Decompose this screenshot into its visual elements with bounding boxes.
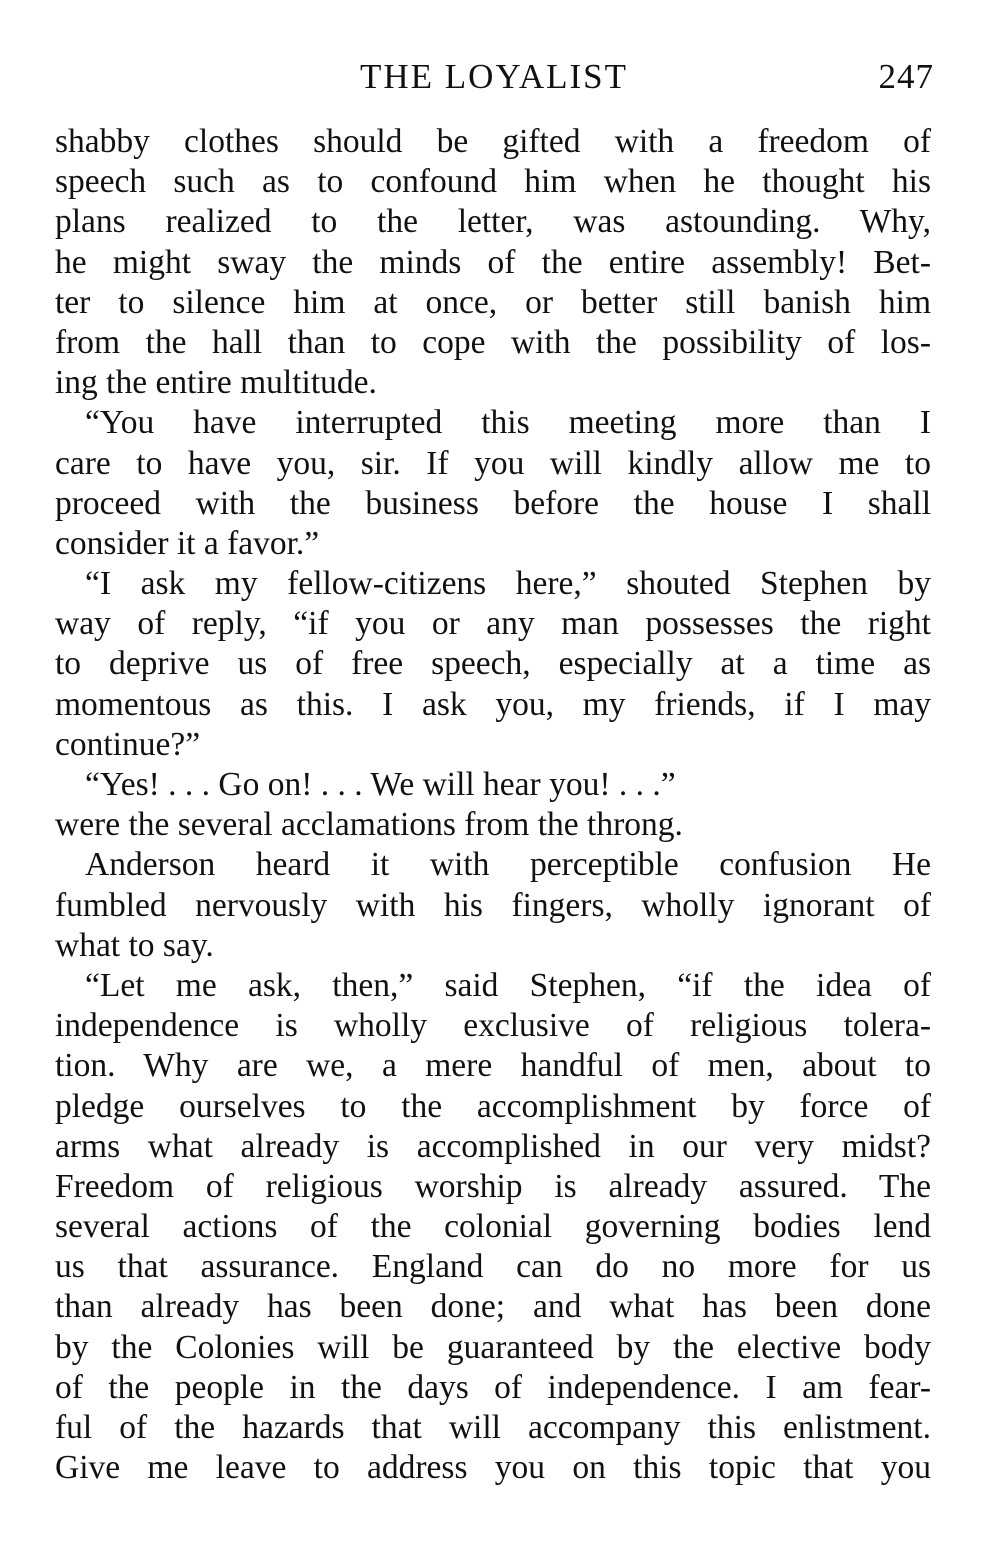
text-line: than already has been done; and what has been done [55, 1288, 931, 1326]
text-line: Freedom of religious worship is already assured. The [55, 1167, 931, 1205]
text-line: momentous as this. I ask you, my friends, if I may [55, 685, 931, 723]
text-line: he might sway the minds of the entire assembly! Bet- [55, 243, 931, 281]
text-line: ing the entire multitude. [55, 364, 377, 402]
text-line: fumbled nervously with his fingers, wholly ignorant of [55, 886, 931, 924]
text-line: what to say. [55, 926, 214, 964]
text-line: plans realized to the letter, was astounding. Why, [55, 203, 931, 241]
text-line: care to have you, sir. If you will kindly allow me to [55, 444, 931, 482]
text-line: Give me leave to address you on this topic that you [55, 1449, 931, 1487]
text-line: us that assurance. England can do no more for us [55, 1248, 931, 1286]
text-line: “Let me ask, then,” said Stephen, “if the idea of [85, 966, 931, 1004]
text-line: from the hall than to cope with the possibility of los- [55, 323, 931, 361]
text-line: were the several acclamations from the throng. [55, 806, 683, 844]
text-line: ful of the hazards that will accompany this enlistment. [55, 1409, 931, 1446]
text-line: ter to silence him at once, or better still banish him [55, 283, 931, 321]
text-line: “I ask my fellow-citizens here,” shouted Stephen by [85, 565, 931, 603]
text-line: speech such as to confound him when he thought his [55, 163, 931, 201]
running-head [54, 52, 934, 102]
text-line: by the Colonies will be guaranteed by the elective body [55, 1328, 931, 1366]
text-line: several actions of the colonial governing bodies lend [55, 1208, 931, 1246]
text-line: to deprive us of free speech, especially at a time as [55, 645, 931, 683]
text-line: independence is wholly exclusive of religious tolera- [55, 1007, 931, 1045]
body-text [55, 122, 931, 1488]
text-line: proceed with the business before the house I shall [55, 484, 931, 522]
text-line: of the people in the days of independence. I am fear- [55, 1368, 931, 1406]
text-line: way of reply, “if you or any man possesses the right [55, 605, 931, 643]
text-line: arms what already is accomplished in our very midst? [55, 1127, 931, 1165]
text-line: consider it a favor.” [55, 524, 320, 562]
text-line: “Yes! . . . Go on! . . . We will hear you! . . .” [85, 766, 676, 803]
text-line: tion. Why are we, a mere handful of men, about to [55, 1047, 931, 1085]
text-line: shabby clothes should be gifted with a freedom of [55, 123, 931, 160]
text-line: Anderson heard it with perceptible confusion He [85, 846, 931, 884]
running-title: THE LOYALIST [360, 57, 628, 96]
page-number: 247 [878, 57, 934, 96]
text-line: continue?” [55, 725, 201, 763]
text-line: “You have interrupted this meeting more than I [85, 404, 931, 442]
text-line: pledge ourselves to the accomplishment by force of [55, 1087, 931, 1125]
